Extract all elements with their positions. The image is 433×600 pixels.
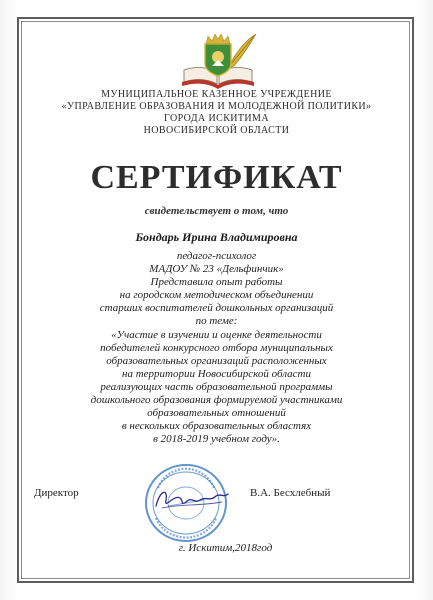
body-line: МАДОУ № 23 «Дельфинчик»: [149, 263, 284, 276]
signature-row: [0, 487, 433, 503]
body-line: в нескольких образовательных областях: [121, 420, 312, 433]
body-line: «Участие в изучении и оценке деятельности: [111, 328, 322, 341]
body-line: в 2018-2019 учебном году».: [153, 433, 280, 446]
certifies-text: свидетельствует о том, что: [144, 205, 289, 217]
body-line: на городском методическом объединении: [119, 289, 314, 302]
director-label: Директор: [34, 487, 79, 499]
organization-line: МУНИЦИПАЛЬНОЕ КАЗЕННОЕ УЧРЕЖДЕНИЕ: [101, 89, 332, 100]
certificate-body: [40, 250, 393, 446]
body-line: победителей конкурсного отбора муниципальных: [100, 341, 333, 354]
organization-line: НОВОСИБИРСКОЙ ОБЛАСТИ: [143, 125, 290, 136]
body-line: на территории Новосибирской области: [122, 367, 311, 380]
place-and-date: г. Искитим,2018год: [178, 542, 273, 554]
body-line: Представила опыт работы: [150, 276, 283, 289]
body-line: дошкольного образования формируемой участниками: [90, 394, 343, 407]
certificate-title: СЕРТИФИКАТ: [90, 159, 343, 196]
body-line: педагог-психолог: [176, 250, 257, 262]
coat-of-arms-book-quill-icon: [178, 30, 258, 90]
organization-line: ГОРОДА ИСКИТИМА: [164, 113, 269, 124]
body-line: старших воспитателей дошкольных организаций: [99, 302, 334, 315]
body-line: реализующих часть образовательной программы: [100, 380, 333, 393]
recipient-name: Бондарь Ирина Владимировна: [135, 230, 298, 244]
body-line: образовательных отношений: [147, 407, 286, 420]
director-name: В.А. Бесхлебный: [250, 487, 331, 499]
body-line: образовательных организаций расположенных: [106, 354, 327, 367]
body-line: по теме:: [195, 315, 238, 328]
organization-header: [40, 89, 393, 137]
organization-line: «УПРАВЛЕНИЕ ОБРАЗОВАНИЯ И МОЛОДЕЖНОЙ ПОЛИТИКИ»: [61, 101, 372, 112]
